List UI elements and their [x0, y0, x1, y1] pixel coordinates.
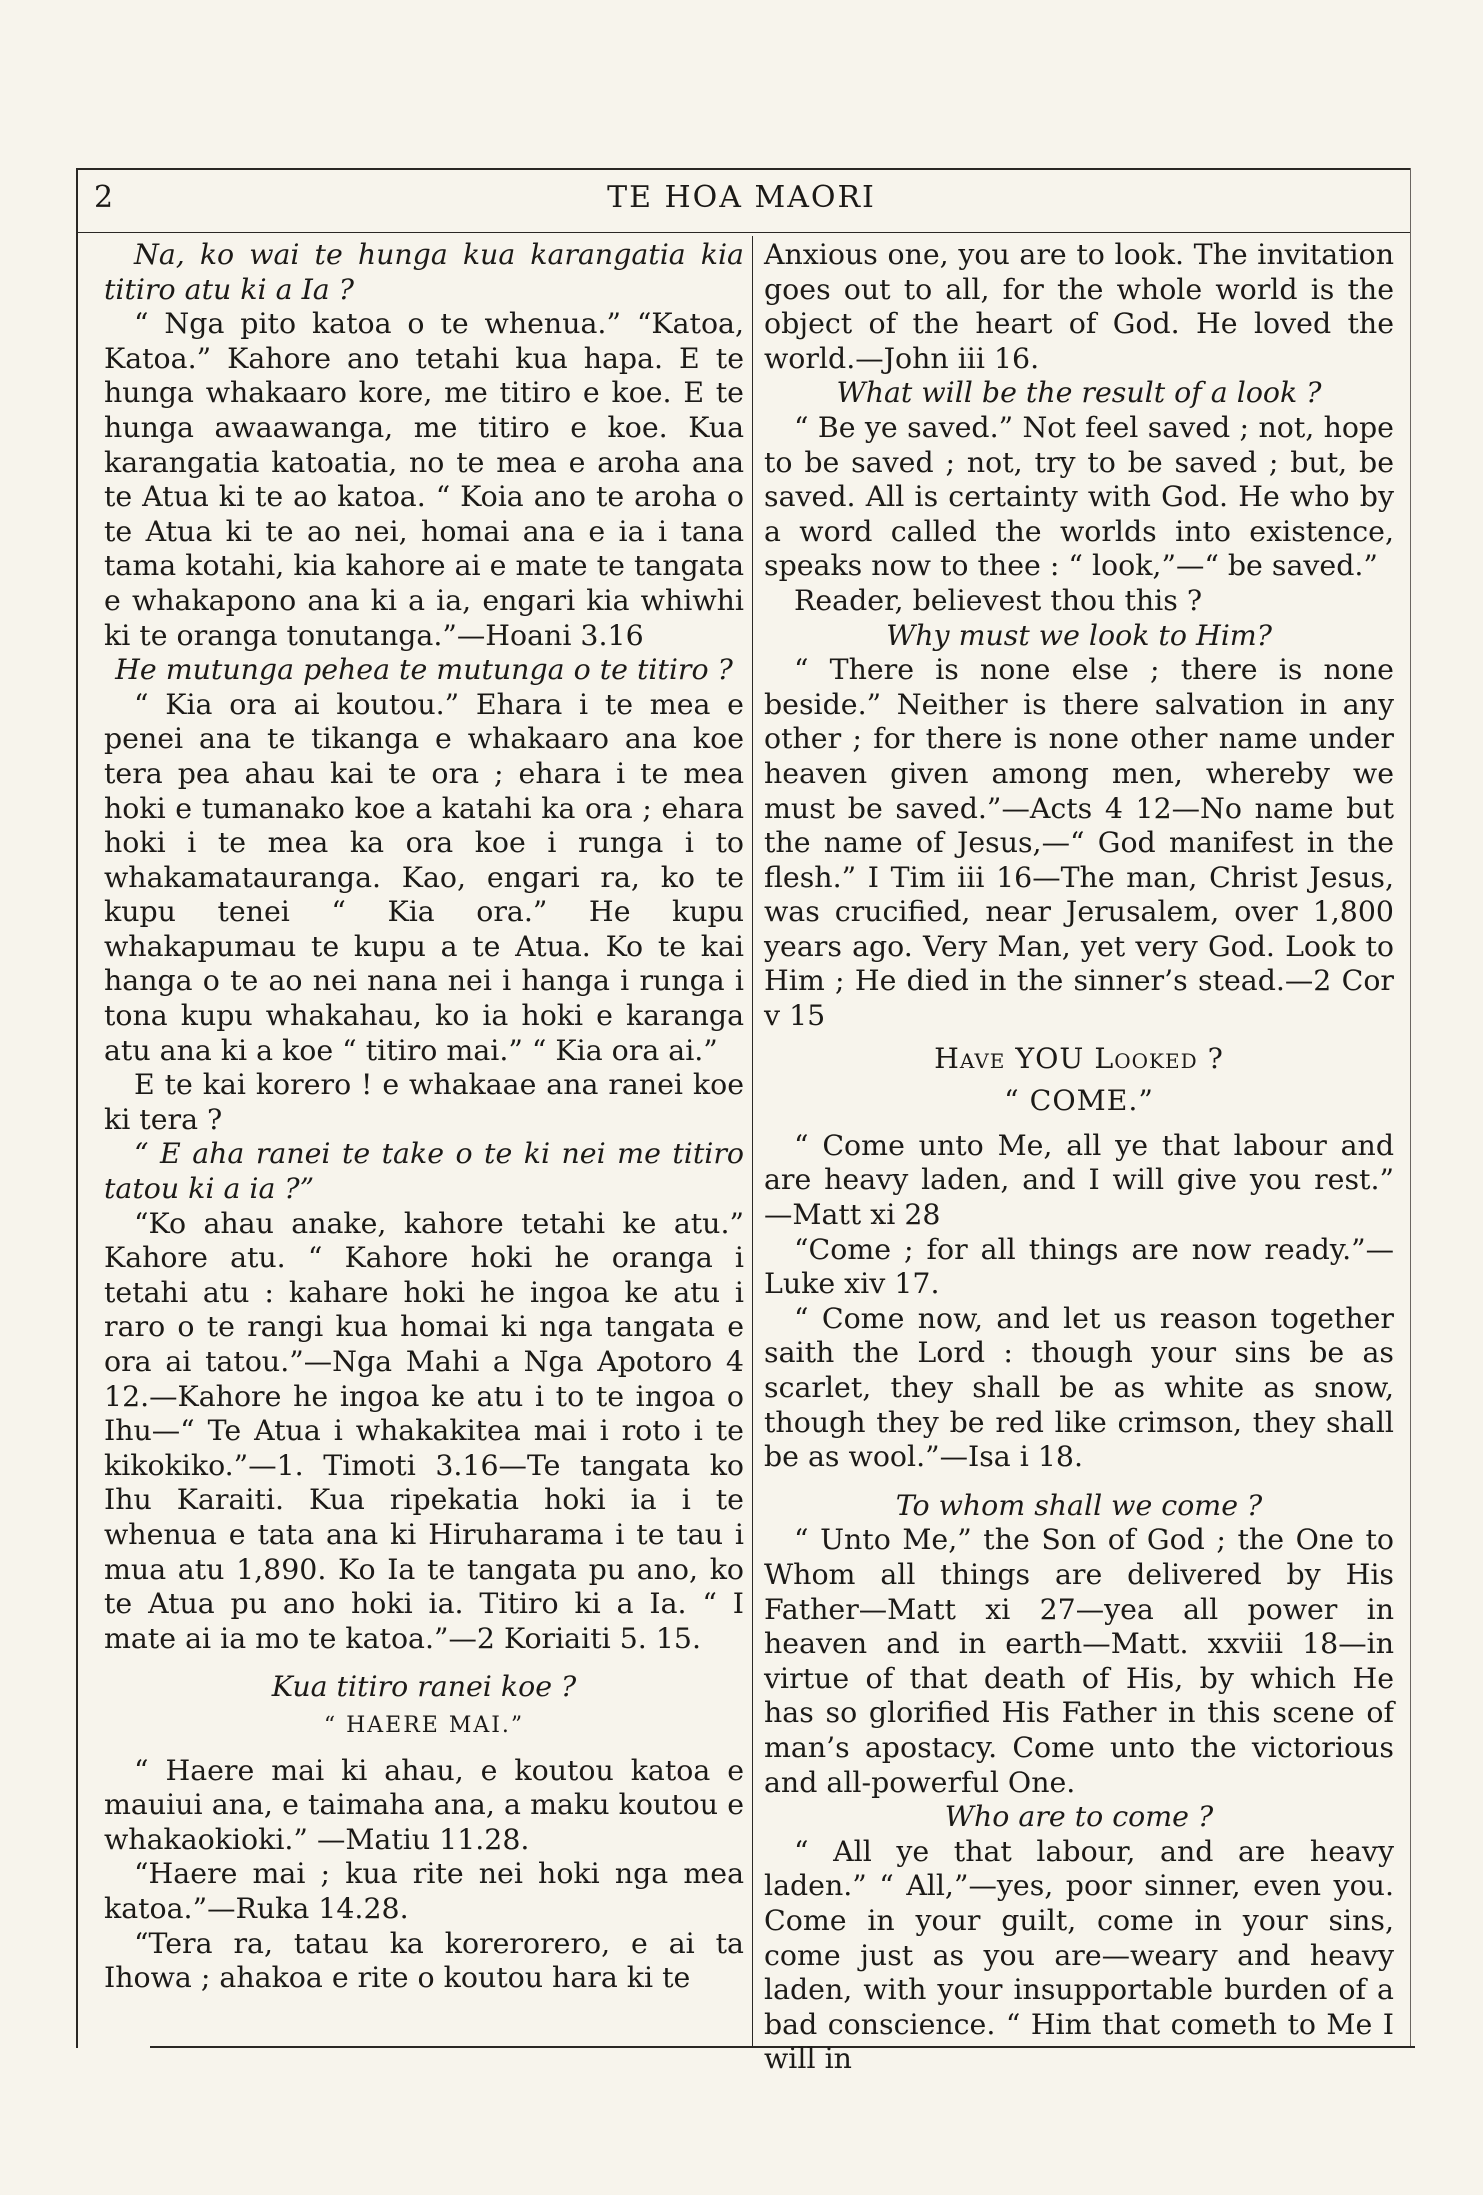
paragraph: “Haere mai ; kua rite nei hoki nga mea katoa.”—Ruka 14.28.	[104, 1857, 744, 1925]
right-column	[764, 238, 1394, 2077]
paragraph: “ Kia ora ai koutou.” Ehara i te mea e penei ana te tikanga e whakaaro ana koe tera pea ahau kai te ora ; ehara i te mea hoki e tumanako koe a katahi ka ora ; ehara hoki i te mea ka ora koe i runga i to whakamatauranga. Kao, engari ra, ko te kupu tenei “ Kia ora.” He kupu whakapumau te kupu a te Atua. Ko te kai hanga o te ao nei nana nei i hanga i runga i tona kupu whakahau, ko ia hoki e karanga atu ana ki a koe “ titiro mai.” “ Kia ora ai.”	[104, 687, 744, 1067]
paragraph: “ Be ye saved.” Not feel saved ; not, hope to be saved ; not, try to be saved ; but, be saved. All is certainty with God. He who by a word called the worlds into existence, speaks now to thee : “ look,”—“ be saved.”	[764, 410, 1394, 583]
paragraph: “Ko ahau anake, kahore tetahi ke atu.” Kahore atu. “ Kahore hoki he oranga i tetahi atu : kahare hoki he ingoa ke atu i raro o te rangi kua homai ki nga tangata e ora ai tatou.”—Nga Mahi a Nga Apotoro 4 12.—Kahore he ingoa ke atu i to te ingoa o Ihu—“ Te Atua i whakakitea mai i roto i te kikokiko.”—1. Timoti 3.16—Te tangata ko Ihu Karaiti. Kua ripekatia hoki ia i te whenua e tata ana ki Hiruharama i te tau i mua atu 1,890. Ko Ia te tangata pu ano, ko te Atua pu ano hoki ia. Titiro ki a Ia. “ I mate ai ia mo te katoa.”—2 Koriaiti 5. 15.	[104, 1206, 744, 1655]
paragraph: “Tera ra, tatau ka korerorero, e ai ta Ihowa ; ahakoa e rite o koutou hara ki te	[104, 1926, 744, 1995]
section-heading: “ HAERE MAI.”	[323, 1712, 525, 1738]
page-number: 2	[94, 180, 115, 215]
heading-question: He mutunga pehea te mutunga o te titiro ?	[115, 653, 733, 687]
section-heading: “ COME.”	[1004, 1084, 1154, 1118]
paragraph: “Come ; for all things are now ready.”—Luke xiv 17.	[764, 1232, 1394, 1301]
column-divider	[752, 236, 753, 2046]
paragraph: “ Come now, and let us reason together saith the Lord : though your sins be as scarlet, they shall be as white as snow, though they be red like crimson, they shall be as wool.”—Isa i 18.	[764, 1301, 1394, 1474]
paragraph: E te kai korero ! e whakaae ana ranei koe ki tera ?	[104, 1068, 744, 1136]
paragraph: Reader, believest thou this ?	[794, 583, 1203, 617]
header-rule	[76, 232, 1411, 233]
paragraph: Anxious one, you are to look. The invitation goes out to all, for the whole world is the object of the heart of God. He loved the world.—John iii 16.	[764, 238, 1394, 375]
paragraph: “ Unto Me,” the Son of God ; the One to Whom all things are delivered by His Father—Matt xi 27—yea all power in heaven and in earth—Matt. xxviii 18—in virtue of that death of His, by which He has so glorified His Father in this scene of man’s apostacy. Come unto the victorious and all-powerful One.	[764, 1523, 1394, 1799]
top-rule	[76, 168, 1411, 170]
paragraph: “ All ye that labour, and are heavy laden.” “ All,”—yes, poor sinner, even you. Come in your guilt, come in your sins, come just as you are—weary and heavy laden, with your insupportable burden of a bad conscience. “ Him that cometh to Me I will in	[764, 1834, 1394, 2076]
running-head-title: TE HOA MAORI	[607, 180, 876, 215]
right-edge-rule	[1410, 168, 1411, 2048]
heading-question: Kua titiro ranei koe ?	[271, 1670, 577, 1704]
section-heading: Have YOU Looked ?	[934, 1041, 1224, 1075]
paragraph: “ Nga pito katoa o te whenua.” “Katoa, Katoa.” Kahore ano tetahi kua hapa. E te hunga whakaaro kore, me titiro e koe. E te hunga awaawanga, me titiro e koe. Kua karangatia katoatia, no te mea e aroha ana te Atua ki te ao katoa. “ Koia ano te aroha o te Atua ki te ao nei, homai ana e ia i tana tama kotahi, kia kahore ai e mate te tangata e whakapono ana ki a ia, engari kia whiwhi ki te oranga tonutanga.”—Hoani 3.16	[104, 307, 744, 652]
heading-question: To whom shall we come ?	[895, 1488, 1263, 1522]
heading-question: What will be the result of a look ?	[836, 376, 1322, 410]
paragraph: “ There is none else ; there is none beside.” Neither is there salvation in any other ; for there is none other name under heaven given among men, whereby we must be saved.”—Acts 4 12—No name but the name of Jesus,—“ God manifest in the flesh.” I Tim iii 16—The man, Christ Jesus, was crucified, near Jerusalem, over 1,800 years ago. Very Man, yet very God. Look to Him ; He died in the sinner’s stead.—2 Cor v 15	[764, 653, 1394, 1033]
heading-question: Na, ko wai te hunga kua karangatia kia titiro atu ki a Ia ?	[104, 238, 744, 306]
left-column	[104, 238, 744, 1996]
paragraph-italic: “ E aha ranei te take o te ki nei me titiro tatou ki a ia ?”	[104, 1137, 744, 1206]
heading-question: Who are to come ?	[944, 1800, 1214, 1834]
paragraph: “ Haere mai ki ahau, e koutou katoa e mauiui ana, e taimaha ana, a maku koutou e whakaokioki.” —Matiu 11.28.	[104, 1753, 744, 1856]
paragraph: “ Come unto Me, all ye that labour and are heavy laden, and I will give you rest.” —Matt xi 28	[764, 1128, 1394, 1232]
heading-question: Why must we look to Him?	[886, 618, 1272, 652]
